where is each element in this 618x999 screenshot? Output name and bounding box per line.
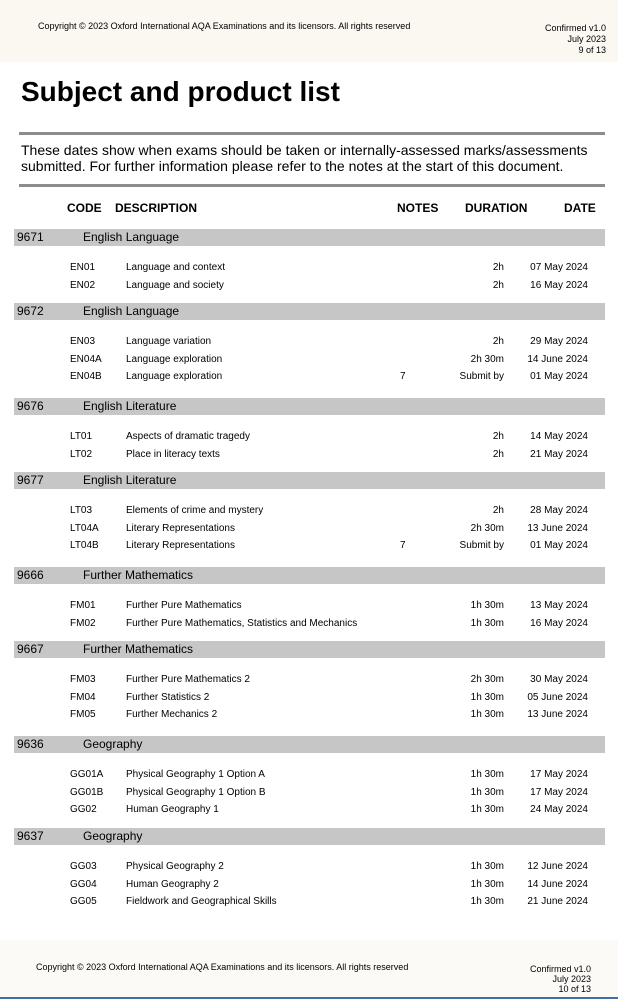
subject-group-header: [14, 641, 605, 658]
table-row: [0, 616, 618, 633]
subject-code: 9637: [17, 829, 44, 843]
table-row: [0, 767, 618, 784]
component-description: Physical Geography 1 Option A: [126, 769, 265, 780]
footer-date: July 2023: [552, 974, 591, 984]
component-date: 07 May 2024: [530, 262, 588, 273]
column-header-code: CODE: [67, 201, 102, 215]
table-row: [0, 538, 618, 555]
component-duration: 2h: [492, 336, 504, 347]
component-date: 24 May 2024: [530, 804, 588, 815]
component-description: Physical Geography 2: [126, 861, 224, 872]
table-row: [0, 334, 618, 351]
table-row: [0, 707, 618, 724]
component-duration: 1h 30m: [470, 692, 504, 703]
table-row: [0, 877, 618, 894]
subject-group-header: [14, 229, 605, 246]
component-code: FM02: [70, 618, 96, 629]
table-row: [0, 260, 618, 277]
component-code: FM01: [70, 600, 96, 611]
header-page-number: 9 of 13: [578, 45, 606, 55]
component-description: Literary Representations: [126, 540, 235, 551]
component-code: FM03: [70, 674, 96, 685]
intro-text: These dates show when exams should be taken or internally-assessed marks/assessments submitted. For further information please refer to the notes at the start of this document.: [21, 142, 588, 174]
component-duration: 1h 30m: [470, 861, 504, 872]
component-date: 28 May 2024: [530, 505, 588, 516]
component-date: 17 May 2024: [530, 787, 588, 798]
component-duration: Submit by: [459, 540, 504, 551]
component-duration: 1h 30m: [470, 896, 504, 907]
subject-name: Further Mathematics: [83, 642, 194, 656]
component-code: LT01: [70, 431, 93, 442]
component-description: Further Pure Mathematics, Statistics and Mechanics: [126, 618, 358, 629]
component-code: EN02: [70, 280, 96, 291]
component-date: 13 May 2024: [530, 600, 588, 611]
table-row: [0, 369, 618, 386]
table-row: [0, 521, 618, 538]
component-notes: 7: [400, 371, 406, 382]
component-code: LT03: [70, 505, 93, 516]
component-description: Elements of crime and mystery: [126, 505, 264, 516]
component-code: EN03: [70, 336, 96, 347]
component-description: Fieldwork and Geographical Skills: [126, 896, 277, 907]
component-date: 16 May 2024: [530, 280, 588, 291]
component-duration: 2h 30m: [470, 674, 504, 685]
component-description: Place in literacy texts: [126, 449, 220, 460]
component-code: EN01: [70, 262, 96, 273]
subject-group-header: [14, 303, 605, 320]
footer-version-info: [530, 964, 591, 994]
divider-bottom: [19, 184, 605, 187]
header-version-info: [545, 23, 606, 56]
component-date: 21 May 2024: [530, 449, 588, 460]
header-date: July 2023: [567, 34, 606, 44]
header-status: Confirmed v1.0: [544, 23, 606, 33]
component-duration: 1h 30m: [470, 769, 504, 780]
component-date: 14 June 2024: [527, 354, 588, 365]
component-duration: 2h: [492, 449, 504, 460]
component-description: Language exploration: [126, 354, 223, 365]
component-code: GG02: [70, 804, 97, 815]
component-date: 01 May 2024: [530, 371, 588, 382]
component-description: Language and society: [126, 280, 224, 291]
divider-top: [19, 132, 605, 135]
component-date: 16 May 2024: [530, 618, 588, 629]
component-code: GG01B: [70, 787, 104, 798]
page-title: Subject and product list: [21, 76, 340, 107]
component-description: Language variation: [126, 336, 212, 347]
subject-name: Geography: [83, 829, 143, 843]
component-date: 13 June 2024: [527, 709, 588, 720]
subject-code: 9667: [17, 642, 44, 656]
table-row: [0, 672, 618, 689]
component-description: Aspects of dramatic tragedy: [126, 431, 250, 442]
component-description: Further Mechanics 2: [126, 709, 218, 720]
component-date: 12 June 2024: [527, 861, 588, 872]
component-description: Human Geography 2: [126, 879, 219, 890]
component-duration: 2h: [492, 505, 504, 516]
component-duration: 1h 30m: [470, 618, 504, 629]
table-row: [0, 802, 618, 819]
component-duration: 1h 30m: [470, 879, 504, 890]
component-duration: 1h 30m: [470, 709, 504, 720]
subject-code: 9671: [17, 230, 44, 244]
component-date: 29 May 2024: [530, 336, 588, 347]
table-row: [0, 278, 618, 295]
table-row: [0, 447, 618, 464]
subject-name: English Literature: [83, 399, 177, 413]
component-code: GG01A: [70, 769, 104, 780]
subject-group-header: [14, 567, 605, 584]
table-row: [0, 429, 618, 446]
footer-status: Confirmed v1.0: [529, 964, 591, 974]
component-date: 14 June 2024: [527, 879, 588, 890]
component-duration: 1h 30m: [470, 787, 504, 798]
component-duration: 2h: [492, 262, 504, 273]
table-row: [0, 894, 618, 911]
subject-code: 9672: [17, 304, 44, 318]
component-date: 14 May 2024: [530, 431, 588, 442]
component-duration: 1h 30m: [470, 600, 504, 611]
subject-code: 9636: [17, 737, 44, 751]
component-description: Language and context: [126, 262, 225, 273]
subject-group-header: [14, 398, 605, 415]
page-footer: [0, 940, 618, 999]
component-date: 21 June 2024: [527, 896, 588, 907]
table-row: [0, 598, 618, 615]
component-date: 05 June 2024: [527, 692, 588, 703]
component-description: Literary Representations: [126, 523, 235, 534]
component-description: Further Pure Mathematics 2: [126, 674, 250, 685]
subject-name: Further Mathematics: [83, 568, 194, 582]
footer-copyright: Copyright © 2023 Oxford International AQA Examinations and its licensors. All rights reserved: [36, 962, 409, 972]
column-header-notes: NOTES: [397, 201, 439, 215]
component-code: LT02: [70, 449, 93, 460]
component-code: GG05: [70, 896, 97, 907]
component-code: FM05: [70, 709, 96, 720]
subject-code: 9666: [17, 568, 44, 582]
component-date: 17 May 2024: [530, 769, 588, 780]
table-row: [0, 690, 618, 707]
subject-name: English Language: [83, 230, 180, 244]
component-duration: 2h 30m: [470, 354, 504, 365]
subject-name: Geography: [83, 737, 143, 751]
component-duration: 2h: [492, 280, 504, 291]
table-row: [0, 785, 618, 802]
component-code: FM04: [70, 692, 96, 703]
subject-group-header: [14, 736, 605, 753]
subject-code: 9677: [17, 473, 44, 487]
column-header-date: DATE: [564, 201, 596, 215]
subject-group-header: [14, 472, 605, 489]
table-row: [0, 503, 618, 520]
component-duration: 1h 30m: [470, 804, 504, 815]
table-row: [0, 352, 618, 369]
component-code: LT04B: [70, 540, 99, 551]
header-copyright: Copyright © 2023 Oxford International AQA Examinations and its licensors. All rights reserved: [38, 21, 411, 31]
component-notes: 7: [400, 540, 406, 551]
component-code: EN04B: [70, 371, 102, 382]
component-code: EN04A: [70, 354, 102, 365]
page-header: [0, 0, 618, 62]
table-row: [0, 859, 618, 876]
column-header-description: DESCRIPTION: [115, 201, 198, 215]
subject-group-header: [14, 828, 605, 845]
component-duration: 2h 30m: [470, 523, 504, 534]
component-code: GG03: [70, 861, 97, 872]
component-code: GG04: [70, 879, 97, 890]
component-duration: Submit by: [459, 371, 504, 382]
component-description: Further Pure Mathematics: [126, 600, 242, 611]
component-duration: 2h: [492, 431, 504, 442]
component-description: Further Statistics 2: [126, 692, 210, 703]
component-code: LT04A: [70, 523, 99, 534]
component-date: 01 May 2024: [530, 540, 588, 551]
subject-name: English Language: [83, 304, 180, 318]
component-description: Language exploration: [126, 371, 223, 382]
component-description: Human Geography 1: [126, 804, 219, 815]
component-date: 13 June 2024: [527, 523, 588, 534]
footer-page-number: 10 of 13: [558, 984, 591, 994]
component-description: Physical Geography 1 Option B: [126, 787, 266, 798]
column-header-duration: DURATION: [465, 201, 528, 215]
subject-name: English Literature: [83, 473, 177, 487]
subject-code: 9676: [17, 399, 44, 413]
component-date: 30 May 2024: [530, 674, 588, 685]
